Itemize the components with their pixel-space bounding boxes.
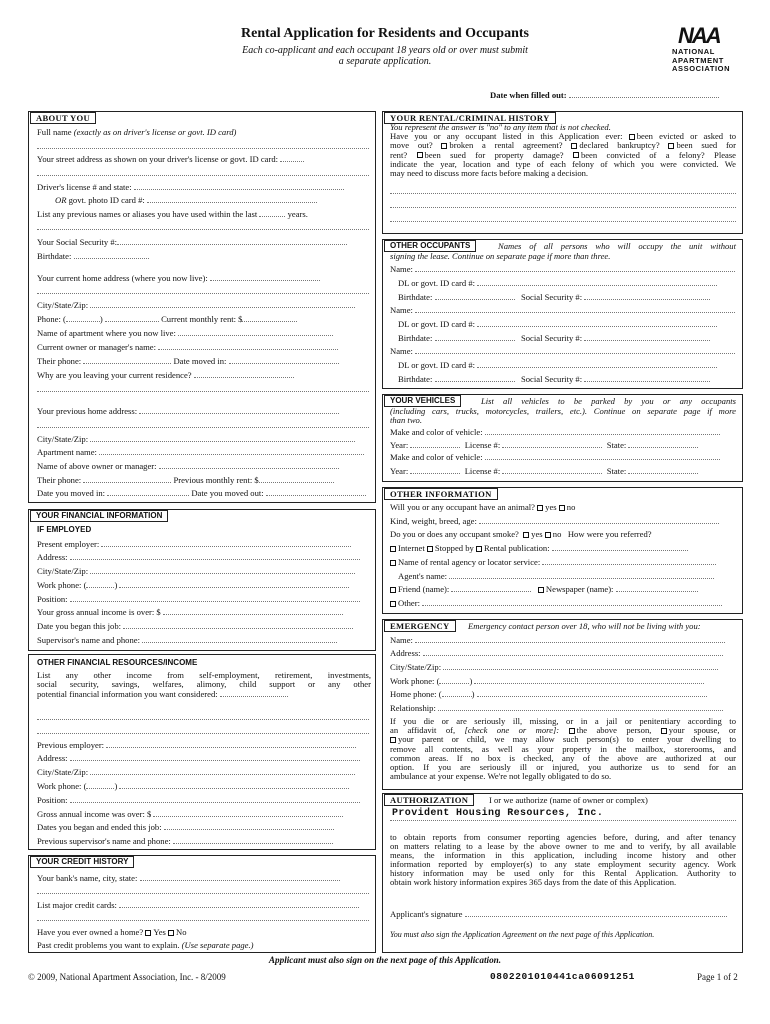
ssn-label: Your Social Security #: bbox=[37, 237, 347, 247]
occupant-1-dl-label: DL or govt. ID card #: bbox=[398, 278, 717, 288]
occupant-2-name-label: Name: bbox=[390, 305, 735, 315]
authorization-heading: AUTHORIZATION bbox=[384, 794, 474, 806]
employer-city-field[interactable] bbox=[90, 566, 355, 574]
emergency-address-field[interactable] bbox=[423, 648, 723, 656]
aliases-years-field[interactable] bbox=[259, 209, 285, 217]
internet-checkbox[interactable] bbox=[390, 546, 396, 552]
naa-logo-mark: NAA bbox=[678, 23, 720, 48]
aliases-field[interactable] bbox=[37, 222, 369, 230]
emergency-name-label: Name: bbox=[390, 635, 725, 645]
document-code: 0802201010441ca06091251 bbox=[490, 971, 635, 982]
animal-no-checkbox[interactable] bbox=[559, 505, 565, 511]
copyright: © 2009, National Apartment Association, Inc. - 8/2009 bbox=[28, 972, 226, 982]
employer-field[interactable] bbox=[101, 539, 351, 547]
occupant-1-dl-field[interactable] bbox=[477, 278, 717, 286]
bank-field[interactable] bbox=[140, 873, 340, 881]
page-number: Page 1 of 2 bbox=[697, 972, 738, 982]
phone-area-field[interactable] bbox=[66, 314, 100, 322]
photo-id-field[interactable] bbox=[147, 195, 317, 203]
previous-income-field[interactable] bbox=[153, 809, 343, 817]
emergency-home-phone-label: Home phone: ( ) bbox=[390, 689, 707, 699]
emergency-address-label: Address: bbox=[390, 648, 723, 658]
also-sign-note: You must also sign the Application Agreement on the next page of this Application. bbox=[390, 930, 655, 939]
relationship-label: Relationship: bbox=[390, 703, 723, 713]
occupant-1-name-label: Name: bbox=[390, 264, 735, 274]
occupants-heading: OTHER OCCUPANTS bbox=[384, 240, 476, 252]
occupant-2-dl-field[interactable] bbox=[477, 319, 717, 327]
other-referral-label: Other: bbox=[390, 598, 722, 608]
previous-city-field[interactable] bbox=[90, 434, 355, 442]
photo-id-label: OR govt. photo ID card #: bbox=[55, 195, 317, 205]
vehicle-1-year-field[interactable] bbox=[410, 440, 460, 448]
credit-problems-label: Past credit problems you want to explain. (Use separate page.) bbox=[37, 940, 254, 950]
previous-income-label: Gross annual income was over: $ bbox=[37, 809, 343, 819]
owner-complex-value[interactable]: Provident Housing Resources, Inc. bbox=[392, 808, 604, 819]
newspaper-field[interactable] bbox=[616, 584, 698, 592]
position-field[interactable] bbox=[70, 594, 360, 602]
occupant-1-ssn-field[interactable] bbox=[584, 292, 710, 300]
previous-position-field[interactable] bbox=[70, 795, 360, 803]
vehicle-2-make-field[interactable] bbox=[485, 452, 720, 460]
smoke-yes-checkbox[interactable] bbox=[523, 532, 529, 538]
income-label: Your gross annual income is over: $ bbox=[37, 607, 343, 617]
financial-heading: YOUR FINANCIAL INFORMATION bbox=[30, 510, 168, 522]
rental-history-heading: YOUR RENTAL/CRIMINAL HISTORY bbox=[384, 112, 556, 124]
date-filled-field[interactable] bbox=[569, 90, 719, 98]
friend-label: Friend (name): Newspaper (name): bbox=[390, 584, 698, 594]
occupant-1-birthdate-field[interactable] bbox=[435, 292, 515, 300]
why-leaving-field[interactable] bbox=[194, 370, 294, 378]
vehicle-1-year-label: Year: License #: State: bbox=[390, 440, 698, 450]
occupant-3-birthdate-field[interactable] bbox=[435, 374, 515, 382]
emergency-city-field[interactable] bbox=[443, 662, 718, 670]
signature-field[interactable] bbox=[465, 909, 727, 917]
occupant-1-name-field[interactable] bbox=[415, 264, 735, 272]
emergency-heading: EMERGENCY bbox=[384, 620, 456, 632]
previous-supervisor-label: Previous supervisor's name and phone: bbox=[37, 836, 333, 846]
agency-checkbox[interactable] bbox=[390, 560, 396, 566]
authorize-label: I or we authorize (name of owner or complex) bbox=[489, 795, 648, 805]
began-job-label: Date you began this job: bbox=[37, 621, 353, 631]
animal-yes-checkbox[interactable] bbox=[537, 505, 543, 511]
animal-kind-label: Kind, weight, breed, age: bbox=[390, 516, 719, 526]
smoke-label: Do you or does any occupant smoke? yes no How were you referred? bbox=[390, 529, 652, 539]
relationship-field[interactable] bbox=[438, 703, 723, 711]
employer-label: Present employer: bbox=[37, 539, 351, 549]
emergency-work-phone-field[interactable] bbox=[474, 676, 704, 684]
occupant-2-name-field[interactable] bbox=[415, 305, 735, 313]
occupant-3-dl-field[interactable] bbox=[477, 360, 717, 368]
previous-city-label: City/State/Zip: bbox=[37, 434, 355, 444]
vehicle-2-make-label: Make and color of vehicle: bbox=[390, 452, 720, 462]
moved-in-field[interactable] bbox=[229, 356, 339, 364]
previous-phone-label: Their phone: Previous monthly rent: $ bbox=[37, 475, 334, 485]
other-income-field[interactable] bbox=[220, 689, 288, 697]
sued-damage-checkbox[interactable] bbox=[417, 152, 423, 158]
footer-note: Applicant must also sign on the next page of this Application. bbox=[268, 955, 502, 965]
emergency-work-phone-label: Work phone: ( ) bbox=[390, 676, 704, 686]
agency-field[interactable] bbox=[542, 557, 716, 565]
employer-city-label: City/State/Zip: bbox=[37, 566, 355, 576]
rental-publication-checkbox[interactable] bbox=[476, 546, 482, 552]
rental-history-text: You represent the answer is "no" to any item that is not checked. Have you or any occupant listed in this Application ever: been evicted or asked to move out? broken a rental agreement? declared bankruptcy? been sued for rent? been sued for property damage? been convicted of a felony? Please indicate the year, location and type of each felony of which you were convicted. We may need to discuss more facts before making a decision. bbox=[390, 122, 737, 179]
emergency-home-area-field[interactable] bbox=[442, 689, 472, 697]
animal-label: Will you or any occupant have an animal? yes no bbox=[390, 502, 576, 512]
employer-address-field[interactable] bbox=[70, 552, 360, 560]
newspaper-checkbox[interactable] bbox=[538, 587, 544, 593]
current-address-field[interactable] bbox=[210, 273, 320, 281]
previous-position-label: Position: bbox=[37, 795, 360, 805]
phone-label: Phone: ( ) Current monthly rent: $ bbox=[37, 314, 297, 324]
occupant-3-birth-label: Birthdate: Social Security #: bbox=[398, 374, 710, 384]
apartment-name-label: Name of apartment where you now live: bbox=[37, 328, 333, 338]
friend-field[interactable] bbox=[451, 584, 531, 592]
vehicles-heading: YOUR VEHICLES bbox=[384, 395, 461, 407]
previous-owner-field[interactable] bbox=[159, 461, 339, 469]
occupant-3-dl-label: DL or govt. ID card #: bbox=[398, 360, 717, 370]
owner-label: Current owner or manager's name: bbox=[37, 342, 338, 352]
previous-employer-address-field[interactable] bbox=[70, 753, 360, 761]
previous-moved-out-field[interactable] bbox=[266, 488, 366, 496]
city-label: City/State/Zip: bbox=[37, 300, 355, 310]
vehicle-1-make-label: Make and color of vehicle: bbox=[390, 427, 720, 437]
occupant-1-birth-label: Birthdate: Social Security #: bbox=[398, 292, 710, 302]
previous-dates-label: Dates you began and ended this job: bbox=[37, 822, 334, 832]
income-field[interactable] bbox=[163, 607, 343, 615]
work-phone-field[interactable] bbox=[119, 580, 349, 588]
previous-apartment-label: Apartment name: bbox=[37, 447, 364, 457]
bank-label: Your bank's name, city, state: bbox=[37, 873, 340, 883]
other-financial-heading: OTHER FINANCIAL RESOURCES/INCOME bbox=[37, 658, 198, 667]
birthdate-label: Birthdate: bbox=[37, 251, 149, 261]
previous-dates-field[interactable] bbox=[164, 822, 334, 830]
previous-moved-label: Date you moved in: Date you moved out: bbox=[37, 488, 366, 498]
emergency-note: Emergency contact person over 18, who will not be living with you: bbox=[468, 621, 701, 631]
vehicle-1-state-field[interactable] bbox=[628, 440, 698, 448]
credit-history-heading: YOUR CREDIT HISTORY bbox=[30, 856, 134, 868]
supervisor-field[interactable] bbox=[142, 635, 337, 643]
position-label: Position: bbox=[37, 594, 360, 604]
aliases-label: List any previous names or aliases you have used within the last years. bbox=[37, 209, 308, 219]
previous-address-label: Your previous home address: bbox=[37, 406, 339, 416]
felony-checkbox[interactable] bbox=[573, 152, 579, 158]
occupant-2-birthdate-field[interactable] bbox=[435, 333, 515, 341]
previous-phone-field[interactable] bbox=[83, 475, 171, 483]
street-address-label: Your street address as shown on your driver's license or govt. ID card: bbox=[37, 154, 304, 164]
authorization-text: to obtain reports from consumer reporting agencies before, during, and after tenancy on matters relating to a lease by the above owner to me and to verify, by all available means, the information in this application, including income history and other information reported by employer(s) to any state employment security agency. Work history information may be used only for this Rental Application. Authority to obtain work history information expires 365 days from the date of this Application. bbox=[390, 832, 736, 887]
phone-field[interactable] bbox=[105, 314, 159, 322]
credit-cards-label: List major credit cards: bbox=[37, 900, 359, 910]
previous-employer-city-field[interactable] bbox=[90, 767, 355, 775]
current-address-label: Your current home address (where you now live): bbox=[37, 273, 320, 283]
other-financial-text: List any other income from self-employment, retirement, investments, social security, savings, welfares, alimony, child support or any other potential financial information you want considered: bbox=[37, 670, 371, 700]
previous-work-phone-area-field[interactable] bbox=[86, 781, 114, 789]
felony-details-field[interactable] bbox=[390, 186, 736, 194]
about-you-heading: ABOUT YOU bbox=[30, 112, 96, 124]
bankruptcy-checkbox[interactable] bbox=[571, 143, 577, 149]
above-person-checkbox[interactable] bbox=[569, 728, 575, 734]
vehicle-2-license-field[interactable] bbox=[502, 466, 602, 474]
evicted-checkbox[interactable] bbox=[629, 134, 635, 140]
vehicles-note-2: (including cars, trucks, motorcycles, trailers, etc.). Continue on separate page if more bbox=[390, 406, 736, 416]
employer-address-label: Address: bbox=[37, 552, 360, 562]
sued-rent-checkbox[interactable] bbox=[668, 143, 674, 149]
previous-employer-field[interactable] bbox=[106, 740, 356, 748]
ssn-field[interactable] bbox=[117, 237, 347, 245]
owned-home-label: Have you ever owned a home? Yes No bbox=[37, 927, 187, 937]
page-title: Rental Application for Residents and Occupants bbox=[241, 26, 529, 41]
city-field[interactable] bbox=[90, 300, 355, 308]
license-field[interactable] bbox=[134, 182, 344, 190]
occupant-3-ssn-field[interactable] bbox=[584, 374, 710, 382]
owner-field[interactable] bbox=[158, 342, 338, 350]
vehicle-1-license-field[interactable] bbox=[502, 440, 602, 448]
previous-work-phone-field[interactable] bbox=[119, 781, 349, 789]
emergency-name-field[interactable] bbox=[415, 635, 725, 643]
previous-employer-label: Previous employer: bbox=[37, 740, 356, 750]
vehicle-2-state-field[interactable] bbox=[628, 466, 698, 474]
emergency-work-area-field[interactable] bbox=[439, 676, 469, 684]
their-phone-label: Their phone: Date moved in: bbox=[37, 356, 339, 366]
previous-rent-field[interactable] bbox=[259, 475, 334, 483]
vehicles-note-3: than two. bbox=[390, 415, 422, 425]
previous-employer-city-label: City/State/Zip: bbox=[37, 767, 355, 777]
street-address-field[interactable] bbox=[37, 168, 369, 176]
rental-publication-field[interactable] bbox=[552, 543, 688, 551]
page-subtitle: Each co-applicant and each occupant 18 years old or over must submit a separate application. bbox=[242, 45, 528, 67]
vehicle-2-year-field[interactable] bbox=[410, 466, 460, 474]
stopped-by-checkbox[interactable] bbox=[427, 546, 433, 552]
date-filled-label: Date when filled out: bbox=[490, 90, 719, 100]
previous-owner-label: Name of above owner or manager: bbox=[37, 461, 339, 471]
birthdate-field[interactable] bbox=[74, 251, 149, 259]
signature-label: Applicant's signature bbox=[390, 909, 727, 919]
their-phone-field[interactable] bbox=[83, 356, 171, 364]
apartment-name-field[interactable] bbox=[178, 328, 333, 336]
if-employed-label: IF EMPLOYED bbox=[37, 525, 92, 534]
previous-supervisor-field[interactable] bbox=[173, 836, 333, 844]
began-job-field[interactable] bbox=[123, 621, 353, 629]
agent-name-field[interactable] bbox=[449, 571, 714, 579]
credit-cards-field[interactable] bbox=[119, 900, 359, 908]
other-checkbox[interactable] bbox=[390, 601, 396, 607]
occupants-note-2: signing the lease. Continue on separate page if more than three. bbox=[390, 251, 611, 261]
agency-label: Name of rental agency or locator service: bbox=[390, 557, 716, 567]
other-info-heading: OTHER INFORMATION bbox=[384, 488, 498, 500]
work-phone-area-field[interactable] bbox=[86, 580, 114, 588]
broken-agreement-checkbox[interactable] bbox=[441, 143, 447, 149]
occupant-3-name-label: Name: bbox=[390, 346, 735, 356]
occupant-2-birth-label: Birthdate: Social Security #: bbox=[398, 333, 710, 343]
owned-home-no-checkbox[interactable] bbox=[168, 930, 174, 936]
owned-home-yes-checkbox[interactable] bbox=[145, 930, 151, 936]
previous-employer-address-label: Address: bbox=[37, 753, 360, 763]
agent-name-label: Agent's name: bbox=[398, 571, 714, 581]
previous-address-field[interactable] bbox=[139, 406, 339, 414]
occupant-2-dl-label: DL or govt. ID card #: bbox=[398, 319, 717, 329]
previous-apartment-field[interactable] bbox=[99, 447, 364, 455]
emergency-authorization-text: If you die or are seriously ill, missing, or in a jail or penitentiary according to an affidavit of, [check one or more]: the above person, your spouse, or your parent or child, we may allow such person(s) to enter your dwelling to remove all contents, as well as your property in the mailbox, storerooms, and common areas. If no box is checked, any of the above are authorized at our option. If you are seriously ill or injured, you authorize us to send for an ambulance at your expense. We're not legally obligated to do so. bbox=[390, 716, 737, 782]
friend-checkbox[interactable] bbox=[390, 587, 396, 593]
supervisor-label: Supervisor's name and phone: bbox=[37, 635, 337, 645]
occupant-3-name-field[interactable] bbox=[415, 346, 735, 354]
vehicle-1-make-field[interactable] bbox=[485, 427, 720, 435]
previous-moved-in-field[interactable] bbox=[107, 488, 189, 496]
full-name-label: Full name (exactly as on driver's license or govt. ID card) bbox=[37, 127, 237, 137]
previous-work-phone-label: Work phone: ( ) bbox=[37, 781, 349, 791]
smoke-no-checkbox[interactable] bbox=[545, 532, 551, 538]
referral-options: Internet Stopped by Rental publication: bbox=[390, 543, 688, 553]
license-label: Driver's license # and state: bbox=[37, 182, 344, 192]
parent-child-checkbox[interactable] bbox=[390, 737, 396, 743]
work-phone-label: Work phone: ( ) bbox=[37, 580, 349, 590]
emergency-home-phone-field[interactable] bbox=[477, 689, 707, 697]
spouse-checkbox[interactable] bbox=[661, 728, 667, 734]
vehicle-2-year-label: Year: License #: State: bbox=[390, 466, 698, 476]
occupants-note-1: Names of all persons who will occupy the unit without bbox=[498, 241, 736, 251]
why-leaving-label: Why are you leaving your current residence? bbox=[37, 370, 294, 380]
occupant-2-ssn-field[interactable] bbox=[584, 333, 710, 341]
animal-kind-field[interactable] bbox=[479, 516, 719, 524]
emergency-city-label: City/State/Zip: bbox=[390, 662, 718, 672]
vehicles-note-1: List all vehicles to be parked by you or any occupants bbox=[481, 396, 736, 406]
naa-logo: NAA NATIONAL APARTMENT ASSOCIATION bbox=[672, 24, 742, 74]
full-name-field[interactable] bbox=[37, 141, 369, 149]
other-referral-field[interactable] bbox=[422, 598, 722, 606]
rent-field[interactable] bbox=[242, 314, 297, 322]
